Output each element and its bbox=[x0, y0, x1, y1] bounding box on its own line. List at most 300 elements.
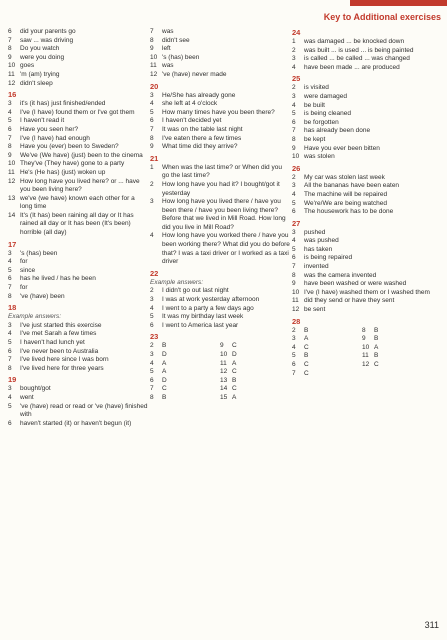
answer-number: 4 bbox=[292, 63, 296, 71]
answer-text: I've eaten there a few times bbox=[162, 134, 242, 142]
answer-text: How many times have you been there? bbox=[162, 108, 275, 116]
answer-item bbox=[8, 37, 148, 46]
answer-item bbox=[292, 280, 442, 289]
grid-cell: C bbox=[304, 361, 309, 368]
answer-item bbox=[8, 45, 148, 54]
answer-number: 9 bbox=[8, 151, 12, 159]
answer-text: is being cleaned bbox=[304, 110, 351, 118]
grid-cell: C bbox=[374, 361, 379, 368]
answer-text: When was the last time? or When did you go the last time? bbox=[162, 163, 282, 180]
answer-text: were you doing bbox=[20, 53, 65, 61]
answer-text: she left at 4 o'clock bbox=[162, 100, 218, 108]
answer-number: 2 bbox=[150, 180, 154, 188]
answer-number: 6 bbox=[8, 28, 12, 35]
grid-cell: 5 bbox=[292, 352, 296, 360]
answer-text: I've just started this exercise bbox=[20, 321, 102, 329]
answer-number: 10 bbox=[292, 153, 300, 161]
answer-number: 7 bbox=[8, 134, 12, 142]
answer-item bbox=[150, 198, 290, 232]
grid-cell: B bbox=[232, 376, 237, 384]
answer-item bbox=[8, 267, 148, 276]
answer-text: Have you ever been bitten bbox=[304, 144, 380, 152]
grid-cell: C bbox=[162, 385, 167, 393]
answer-item bbox=[292, 254, 442, 263]
answer-item bbox=[292, 200, 442, 209]
answer-item bbox=[292, 289, 442, 298]
grid-cell: A bbox=[232, 359, 237, 367]
answer-number: 5 bbox=[292, 199, 296, 207]
answer-item bbox=[292, 93, 442, 102]
answer-text: didn't see bbox=[162, 36, 190, 44]
grid-cell bbox=[374, 370, 432, 379]
answer-number: 9 bbox=[150, 143, 154, 151]
answer-item bbox=[292, 84, 442, 93]
answer-number: 5 bbox=[8, 339, 12, 346]
grid-cell: B bbox=[374, 335, 379, 343]
answer-text: has he lived / has he been bbox=[20, 275, 96, 283]
answer-number: 4 bbox=[292, 101, 296, 109]
answer-item bbox=[292, 38, 442, 47]
grid-cell: C bbox=[304, 369, 309, 377]
answer-item bbox=[8, 71, 148, 80]
answer-text: since bbox=[20, 266, 36, 274]
grid-cell: 7 bbox=[150, 385, 154, 393]
answer-item bbox=[150, 296, 290, 305]
answer-item bbox=[292, 145, 442, 154]
answer-item bbox=[150, 71, 290, 80]
answer-text: was built ... is used ... is being painted bbox=[304, 46, 414, 54]
exercise-number: 27 bbox=[292, 218, 301, 228]
answer-number: 14 bbox=[8, 211, 16, 219]
answer-number: 2 bbox=[292, 173, 296, 181]
answer-text: has already been done bbox=[304, 127, 371, 135]
grid-cell: D bbox=[232, 351, 237, 358]
answer-text: 's (has) been bbox=[20, 249, 58, 257]
answer-item bbox=[8, 258, 148, 267]
exercise-number: 21 bbox=[150, 153, 159, 163]
grid-cell: 8 bbox=[362, 326, 366, 334]
grid-cell: 12 bbox=[362, 361, 370, 368]
answer-text: is being repaired bbox=[304, 254, 353, 262]
answer-text: I haven't decided yet bbox=[162, 117, 222, 125]
grid-cell bbox=[362, 370, 374, 379]
grid-cell: A bbox=[162, 359, 167, 367]
grid-cell: 12 bbox=[220, 368, 228, 376]
answer-text: Do you watch bbox=[20, 45, 60, 53]
answer-item bbox=[292, 102, 442, 111]
exercise-number: 16 bbox=[8, 90, 17, 100]
answer-item bbox=[150, 37, 290, 46]
answer-item bbox=[8, 322, 148, 331]
answer-item bbox=[292, 110, 442, 119]
answer-number: 3 bbox=[292, 55, 296, 63]
answer-item bbox=[292, 55, 442, 64]
answer-item bbox=[8, 330, 148, 339]
answer-text: is called ... be called ... was changed bbox=[304, 55, 410, 63]
answer-item bbox=[8, 275, 148, 284]
grid-cell: 2 bbox=[292, 326, 296, 334]
answer-text: I didn't go out last night bbox=[162, 287, 229, 295]
answer-item bbox=[8, 100, 148, 109]
answer-number: 7 bbox=[8, 356, 12, 364]
answer-number: 3 bbox=[8, 321, 12, 329]
answer-text: for bbox=[20, 258, 28, 266]
answer-item bbox=[150, 313, 290, 322]
answer-item bbox=[292, 47, 442, 56]
answer-text: I went to America last year bbox=[162, 321, 239, 329]
answer-text: How long have you had it? I bought/got it yesterday bbox=[162, 180, 280, 197]
answer-number: 7 bbox=[8, 36, 12, 44]
grid-cell: B bbox=[374, 352, 379, 360]
answer-item bbox=[150, 232, 290, 266]
grid-cell: B bbox=[304, 352, 309, 360]
answer-number: 3 bbox=[8, 100, 12, 108]
answer-number: 12 bbox=[8, 79, 16, 87]
answer-number: 3 bbox=[150, 296, 154, 304]
answer-number: 7 bbox=[8, 284, 12, 292]
answer-number: 5 bbox=[8, 117, 12, 125]
answer-number: 6 bbox=[8, 275, 12, 283]
answer-number: 9 bbox=[150, 45, 154, 53]
answer-number: 9 bbox=[8, 53, 12, 61]
answer-number: 4 bbox=[8, 108, 12, 116]
answer-number: 5 bbox=[150, 313, 154, 321]
exercise-number: 19 bbox=[8, 375, 17, 385]
answer-text: It was on the table last night bbox=[162, 125, 243, 133]
answer-number: 6 bbox=[150, 321, 154, 329]
grid-cell: 3 bbox=[292, 335, 296, 343]
answer-item bbox=[292, 237, 442, 246]
answer-number: 4 bbox=[292, 237, 296, 245]
answer-text: How long have you worked there / have you been working there? What did you do before that? I was a taxi driver or I worked as a taxi driver bbox=[162, 232, 290, 266]
answer-text: were damaged bbox=[304, 92, 347, 100]
answer-item bbox=[8, 356, 148, 365]
answer-item bbox=[8, 54, 148, 63]
grid-cell: 10 bbox=[220, 351, 228, 358]
answer-item bbox=[8, 212, 148, 238]
exercise-number: 22 bbox=[150, 268, 159, 278]
answer-number: 5 bbox=[292, 110, 296, 118]
answer-item bbox=[8, 178, 148, 195]
answer-item bbox=[150, 92, 290, 101]
answer-text: I've (I have) had enough bbox=[20, 134, 90, 142]
answer-number: 3 bbox=[8, 385, 12, 393]
answer-item bbox=[8, 348, 148, 357]
answer-text: I've (I have) washed them or I washed them bbox=[304, 288, 430, 296]
answer-number: 8 bbox=[8, 143, 12, 151]
answer-text: The machine will be repaired bbox=[304, 190, 388, 198]
answer-number: 6 bbox=[8, 347, 12, 355]
answer-number: 13 bbox=[8, 194, 16, 202]
answer-item bbox=[8, 403, 148, 420]
grid-cell: 5 bbox=[150, 368, 154, 376]
answer-text: is visited bbox=[304, 84, 329, 92]
answer-number: 3 bbox=[150, 91, 154, 99]
answer-number: 6 bbox=[8, 125, 12, 133]
grid-cell: B bbox=[162, 393, 167, 401]
example-answers-label: Example answers: bbox=[150, 278, 204, 286]
answer-text: did your parents go bbox=[20, 28, 76, 35]
answer-number: 3 bbox=[8, 249, 12, 257]
answer-text: They've (They have) gone to a party bbox=[20, 160, 125, 168]
answer-item bbox=[8, 109, 148, 118]
exercise-number: 20 bbox=[150, 81, 159, 91]
answer-text: it's (it has) just finished/ended bbox=[20, 100, 106, 108]
grid-cell: 9 bbox=[220, 342, 224, 350]
answer-text: was the camera invented bbox=[304, 271, 377, 279]
answer-text: 'm (am) trying bbox=[20, 70, 60, 78]
answer-item bbox=[8, 80, 148, 89]
answer-number: 12 bbox=[150, 70, 158, 78]
answer-number: 9 bbox=[292, 144, 296, 152]
answer-text: We've (We have) (just) been to the cinema bbox=[20, 151, 143, 159]
answer-number: 1 bbox=[150, 163, 154, 171]
answer-item bbox=[8, 169, 148, 178]
answer-text: I've lived here since I was born bbox=[20, 356, 109, 364]
answer-item bbox=[292, 208, 442, 217]
grid-cell: 11 bbox=[220, 359, 227, 367]
answer-text: The housework has to be done bbox=[304, 208, 394, 216]
answer-text: How long have you lived here? or ... have you been living here? bbox=[20, 177, 140, 194]
grid-cell: 2 bbox=[150, 342, 154, 350]
answer-text: How long have you lived there / have you been there / have you been living there? Before that we lived in Mill Road. How long did you live in Mill Road? bbox=[162, 198, 286, 231]
answer-item bbox=[8, 250, 148, 259]
answer-number: 1 bbox=[292, 38, 296, 45]
answer-number: 5 bbox=[8, 402, 12, 410]
grid-cell: C bbox=[304, 343, 309, 351]
answer-item bbox=[292, 306, 442, 315]
answer-number: 10 bbox=[150, 53, 158, 61]
answer-item bbox=[8, 135, 148, 144]
exercise-number: 28 bbox=[292, 316, 301, 326]
answer-number: 7 bbox=[292, 263, 296, 271]
answer-text: have been made ... are produced bbox=[304, 63, 400, 71]
answer-item bbox=[8, 385, 148, 394]
grid-cell: 13 bbox=[220, 376, 228, 384]
answer-text: have been washed or were washed bbox=[304, 280, 407, 288]
answer-number: 8 bbox=[292, 135, 296, 143]
answer-item bbox=[150, 181, 290, 198]
answer-item bbox=[150, 62, 290, 71]
header-accent-bar bbox=[350, 0, 447, 6]
answer-number: 7 bbox=[150, 28, 154, 35]
answer-text: was pushed bbox=[304, 237, 339, 245]
answer-text: All the bananas have been eaten bbox=[304, 182, 400, 190]
answer-item bbox=[292, 174, 442, 183]
answer-number: 3 bbox=[292, 92, 296, 100]
answer-number: 7 bbox=[292, 127, 296, 135]
answer-item bbox=[8, 394, 148, 403]
exercise-number: 23 bbox=[150, 332, 159, 342]
answer-item bbox=[150, 287, 290, 296]
answer-text: I went to a party a few days ago bbox=[162, 304, 254, 312]
grid-cell: 10 bbox=[362, 343, 370, 351]
answer-item bbox=[8, 117, 148, 126]
grid-cell: B bbox=[162, 342, 167, 350]
answer-text: be built bbox=[304, 101, 325, 109]
answer-item bbox=[292, 272, 442, 281]
answer-text: was stolen bbox=[304, 153, 335, 161]
grid-cell: 15 bbox=[220, 393, 228, 401]
answer-item bbox=[8, 28, 148, 37]
answer-number: 2 bbox=[292, 84, 296, 92]
answer-text: My car was stolen last week bbox=[304, 173, 385, 181]
answer-text: invented bbox=[304, 263, 329, 271]
grid-cell: C bbox=[232, 368, 237, 376]
answer-text: be kept bbox=[304, 135, 326, 143]
answer-number: 3 bbox=[292, 228, 296, 236]
answer-number: 11 bbox=[150, 62, 157, 70]
answer-text: He's (He has) (just) woken up bbox=[20, 168, 106, 176]
grid-cell: B bbox=[304, 326, 309, 334]
answer-number: 5 bbox=[150, 108, 154, 116]
answer-text: did they send or have they sent bbox=[304, 297, 395, 305]
grid-cell: 8 bbox=[150, 393, 154, 401]
answer-text: saw ... was driving bbox=[20, 36, 74, 44]
answer-number: 6 bbox=[292, 254, 296, 262]
answer-number: 4 bbox=[150, 232, 154, 240]
answer-number: 6 bbox=[150, 117, 154, 125]
answer-item bbox=[292, 153, 442, 162]
answer-grid bbox=[292, 327, 432, 379]
answer-item bbox=[150, 54, 290, 63]
answer-number: 12 bbox=[292, 306, 300, 314]
answer-text: left bbox=[162, 45, 171, 53]
answer-number: 10 bbox=[8, 160, 16, 168]
grid-cell: A bbox=[374, 343, 379, 351]
grid-cell: 3 bbox=[150, 351, 154, 358]
answer-item bbox=[292, 263, 442, 272]
answer-number: 2 bbox=[150, 287, 154, 295]
answer-item bbox=[150, 117, 290, 126]
answer-text: be forgotten bbox=[304, 118, 339, 126]
answer-item bbox=[150, 45, 290, 54]
answer-number: 8 bbox=[8, 292, 12, 300]
grid-cell: A bbox=[232, 393, 237, 401]
answer-item bbox=[150, 100, 290, 109]
answer-number: 4 bbox=[292, 190, 296, 198]
answer-text: I've lived here for three years bbox=[20, 364, 104, 372]
answer-text: was bbox=[162, 62, 174, 70]
answer-item bbox=[292, 246, 442, 255]
answer-item bbox=[8, 284, 148, 293]
column-3 bbox=[292, 28, 442, 378]
answer-item bbox=[8, 152, 148, 161]
answer-item bbox=[292, 136, 442, 145]
answer-text: was damaged ... be knocked down bbox=[304, 38, 405, 45]
answer-number: 11 bbox=[8, 70, 15, 78]
answer-item bbox=[150, 126, 290, 135]
grid-cell: C bbox=[232, 342, 237, 350]
answer-number: 9 bbox=[292, 280, 296, 288]
exercise-number: 17 bbox=[8, 239, 17, 249]
answer-text: It's (It has) been raining all day or It has rained all day or It has been (It's been) horrible (all day) bbox=[20, 211, 134, 237]
answer-number: 8 bbox=[8, 45, 12, 53]
answer-text: I've met Sarah a few times bbox=[20, 330, 97, 338]
answer-item bbox=[8, 365, 148, 374]
answer-text: We're/We are being watched bbox=[304, 199, 388, 207]
answer-text: bought/got bbox=[20, 385, 51, 393]
grid-cell: 14 bbox=[220, 385, 228, 393]
answer-text: has taken bbox=[304, 245, 333, 253]
answer-text: Have you (ever) been to Sweden? bbox=[20, 143, 119, 151]
answer-text: I've never been to Australia bbox=[20, 347, 99, 355]
answer-number: 6 bbox=[292, 208, 296, 216]
answer-number: 5 bbox=[292, 245, 296, 253]
answer-item bbox=[292, 182, 442, 191]
grid-cell: D bbox=[162, 376, 167, 384]
answer-text: 's (has) been bbox=[162, 53, 200, 61]
answer-item bbox=[150, 143, 290, 152]
answer-text: we've (we have) known each other for a long time bbox=[20, 194, 135, 211]
answer-item bbox=[292, 229, 442, 238]
exercise-number: 24 bbox=[292, 28, 301, 37]
example-answers-label: Example answers: bbox=[8, 313, 62, 321]
answer-item bbox=[150, 164, 290, 181]
exercise-number: 25 bbox=[292, 74, 301, 84]
answer-item bbox=[8, 62, 148, 71]
answer-number: 11 bbox=[8, 168, 15, 176]
answer-text: It was my birthday last week bbox=[162, 313, 244, 321]
answer-text: 've (have) read or read or 've (have) finished with bbox=[20, 402, 148, 419]
answer-text: He/She has already gone bbox=[162, 91, 236, 99]
answer-number: 8 bbox=[150, 134, 154, 142]
page-header-title: Key to Additional exercises bbox=[323, 12, 441, 22]
answer-item bbox=[8, 339, 148, 348]
answer-text: for bbox=[20, 284, 28, 292]
answer-number: 12 bbox=[8, 177, 16, 185]
answer-number: 3 bbox=[150, 198, 154, 206]
answer-item bbox=[150, 109, 290, 118]
answer-text: pushed bbox=[304, 228, 326, 236]
answer-number: 10 bbox=[8, 62, 16, 70]
answer-number: 4 bbox=[8, 258, 12, 266]
answer-number: 4 bbox=[8, 393, 12, 401]
answer-text: 've (have) been bbox=[20, 292, 65, 300]
answer-item bbox=[292, 297, 442, 306]
page-number: 311 bbox=[424, 620, 439, 630]
answer-item bbox=[292, 64, 442, 73]
exercise-number: 26 bbox=[292, 163, 301, 173]
answer-text: Have you seen her? bbox=[20, 125, 79, 133]
column-1 bbox=[8, 28, 148, 428]
answer-item bbox=[150, 135, 290, 144]
grid-cell: 9 bbox=[362, 335, 366, 343]
answer-number: 4 bbox=[8, 330, 12, 338]
answer-number: 4 bbox=[150, 304, 154, 312]
answer-number: 11 bbox=[292, 297, 299, 305]
answer-grid bbox=[150, 342, 290, 402]
answer-text: I was at work yesterday afternoon bbox=[162, 296, 260, 304]
answer-item bbox=[150, 28, 290, 37]
answer-text: didn't sleep bbox=[20, 79, 53, 87]
answer-item bbox=[8, 195, 148, 212]
grid-cell: A bbox=[162, 368, 167, 376]
answer-item bbox=[8, 160, 148, 169]
answer-number: 4 bbox=[150, 100, 154, 108]
answer-number: 6 bbox=[292, 118, 296, 126]
answer-number: 8 bbox=[292, 271, 296, 279]
answer-number: 6 bbox=[8, 419, 12, 427]
grid-cell: 4 bbox=[292, 343, 296, 351]
answer-number: 8 bbox=[8, 364, 12, 372]
answer-number: 7 bbox=[150, 125, 154, 133]
grid-cell: 6 bbox=[150, 376, 154, 384]
answer-number: 3 bbox=[292, 182, 296, 190]
exercise-number: 18 bbox=[8, 303, 17, 313]
grid-cell: 7 bbox=[292, 369, 296, 377]
answer-text: be sent bbox=[304, 306, 326, 314]
